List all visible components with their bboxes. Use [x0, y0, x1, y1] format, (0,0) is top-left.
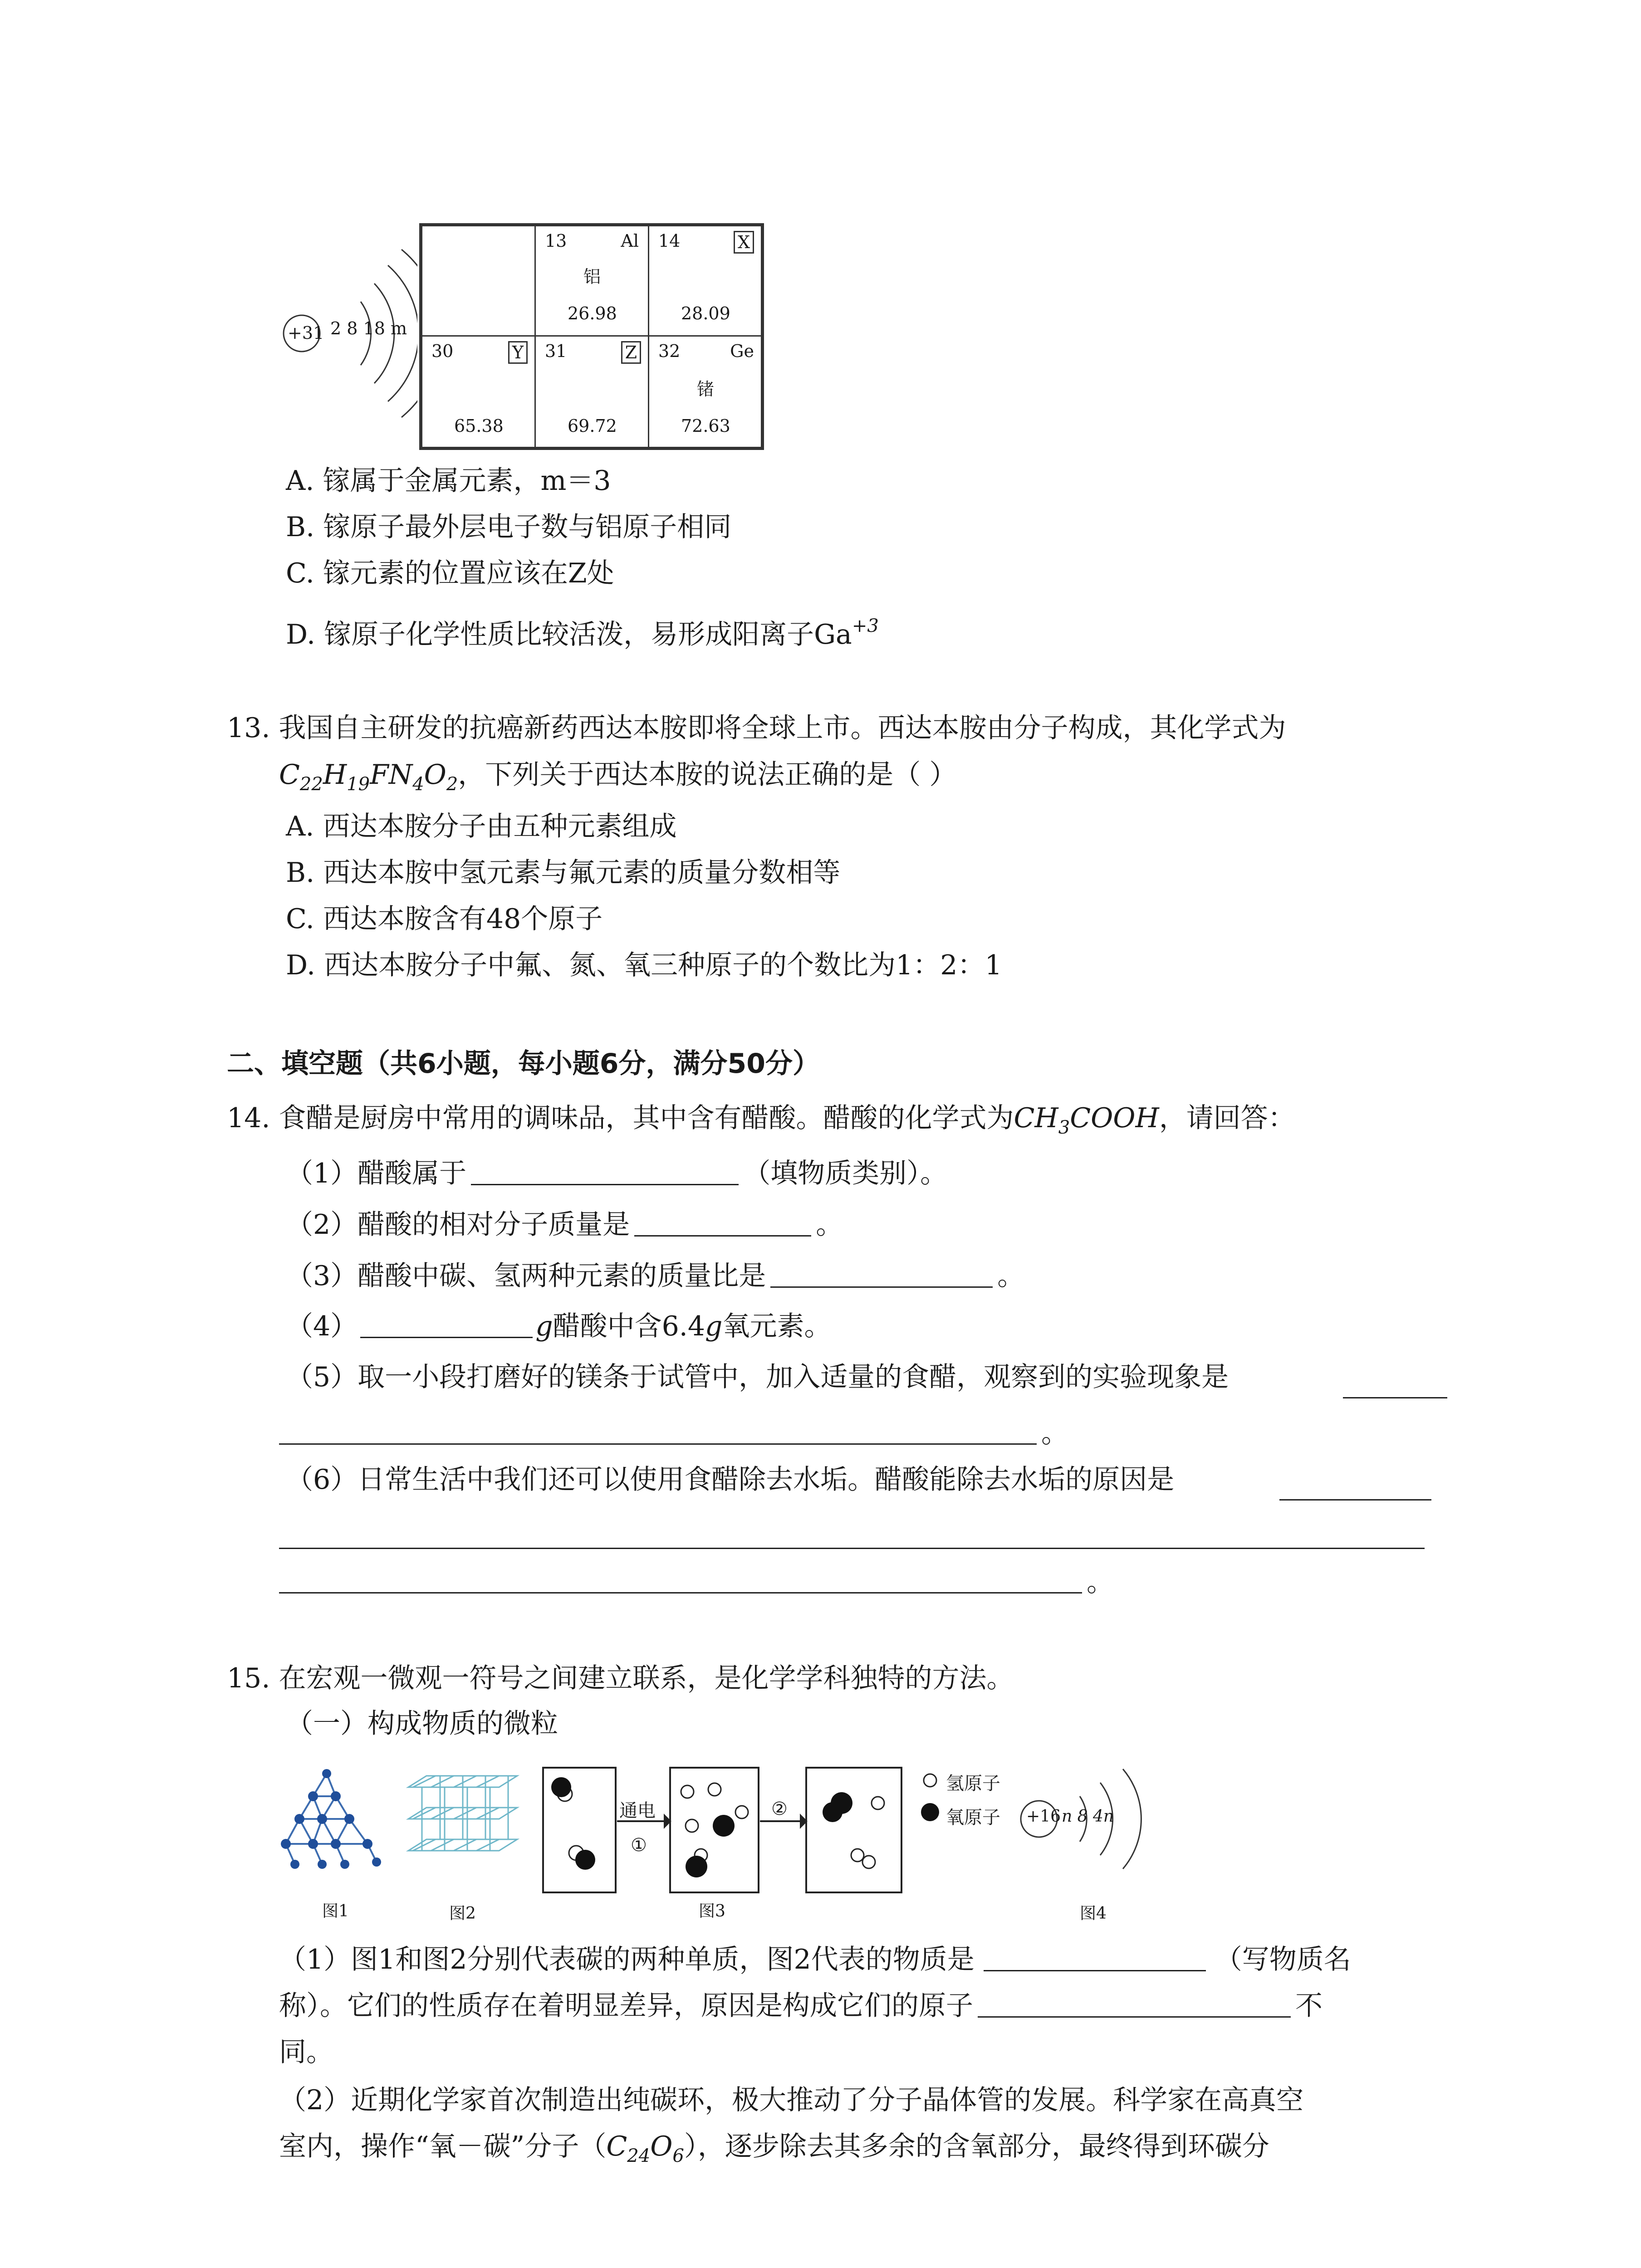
q13-option-c: C. 西达本胺含有48个原子 [286, 903, 603, 935]
q15-part1-line3: 同。 [279, 2036, 333, 2068]
q14-part1: （1）醋酸属于 （填物质类别）。 [286, 1158, 948, 1189]
pt-cell-z [534, 335, 649, 448]
q13-option-d: D. 西达本胺分子中氟、氮、氧三种原子的个数比为1：2：1 [286, 949, 1002, 981]
q14-part3: （3）醋酸中碳、氢两种元素的质量比是 。 [286, 1260, 1025, 1292]
fig3-caption: 图3 [699, 1902, 725, 1921]
answer-blank[interactable] [1279, 1499, 1431, 1501]
answer-blank[interactable] [279, 1548, 1425, 1549]
answer-blank[interactable] [978, 1989, 1291, 2018]
q15-part2-line1: （2）近期化学家首次制造出纯碳环，极大推动了分子晶体管的发展。科学家在高真空 [279, 2084, 1304, 2116]
q15-part1-line2: 称）。它们的性质存在着明显差异，原因是构成它们的原子 不 [279, 1990, 1323, 2022]
pt-cell-al [534, 225, 649, 337]
q12-option-a: A. 镓属于金属元素，m＝3 [286, 465, 611, 497]
q14-part6: （6）日常生活中我们还可以使用食醋除去水垢。醋酸能除去水垢的原因是 [286, 1464, 1175, 1496]
answer-blank[interactable] [360, 1310, 533, 1338]
q13-option-a: A. 西达本胺分子由五种元素组成 [286, 811, 677, 842]
pt-symbol: Z [621, 341, 641, 364]
section-title: 二、填空题（共6小题，每小题6分，满分50分） [227, 1048, 820, 1080]
arrow1-label-bottom: ① [631, 1835, 647, 1856]
q14-part5-end: 。 [1041, 1418, 1068, 1449]
q14-part4: （4） g醋酸中含6.4g氧元素。 [286, 1310, 832, 1342]
atom-shell-label: 2 8 18 m [330, 318, 407, 338]
answer-blank[interactable] [770, 1259, 993, 1288]
q15-part2-line2: 室内，操作“氧－碳”分子$(C_{24}O_6)$，逐步除去其多余的含氧部分，最终得到环碳分 [279, 2131, 1269, 2166]
pt-cell-x [648, 225, 762, 337]
pt-number: 32 [658, 341, 681, 361]
atom4-nucleus: +16 [1026, 1807, 1061, 1826]
pt-name: 铝 [583, 267, 601, 287]
pt-mass: 28.09 [681, 303, 730, 323]
pt-number: 13 [545, 231, 567, 251]
pt-name: 锗 [697, 379, 715, 399]
pt-empty-cell [421, 225, 536, 337]
atom4-shells: n 8 4n [1062, 1807, 1114, 1826]
q13-stem-line1: 13. 我国自主研发的抗癌新药西达本胺即将全球上市。西达本胺由分子构成，其化学式为 [227, 712, 1286, 744]
legend-hydrogen: 氢原子 [946, 1773, 1000, 1794]
q13-option-b: B. 西达本胺中氢元素与氟元素的质量分数相等 [286, 857, 841, 889]
pt-symbol: Ge [730, 341, 754, 361]
answer-blank[interactable] [984, 1943, 1206, 1971]
pt-mass: 69.72 [568, 416, 617, 436]
legend-oxygen: 氧原子 [946, 1807, 1000, 1828]
q15-stem: 15. 在宏观一微观一符号之间建立联系，是化学学科独特的方法。 [227, 1662, 1014, 1694]
q15-subheading: （一）构成物质的微粒 [286, 1708, 558, 1740]
legend-markers [916, 1769, 944, 1823]
pt-symbol: Al [621, 231, 639, 251]
arrow1-label-top: 通电 [619, 1800, 656, 1821]
answer-blank[interactable] [1343, 1397, 1447, 1398]
pt-symbol: X [734, 231, 754, 254]
pt-number: 14 [658, 231, 681, 251]
q14-part5: （5）取一小段打磨好的镁条于试管中，加入适量的食醋，观察到的实验现象是 [286, 1361, 1229, 1393]
q13-stem-line2: $C_{22}H_{19}FN_4O_2$，下列关于西达本胺的说法正确的是（ ） [279, 759, 957, 795]
answer-blank[interactable] [471, 1157, 739, 1185]
pt-cell-ge [648, 335, 762, 448]
pt-mass: 26.98 [568, 303, 617, 323]
diamond-structure-image [277, 1765, 390, 1878]
arrow2-label: ② [771, 1799, 788, 1819]
graphite-structure-image [404, 1769, 522, 1878]
q12-option-d-text: D. 镓原子化学性质比较活泼，易形成阳离子Ga [286, 619, 852, 650]
electrolysis-particle-diagram [542, 1767, 910, 1903]
pt-mass: 72.63 [681, 416, 730, 436]
pt-symbol: Y [508, 341, 528, 364]
answer-blank[interactable] [634, 1208, 811, 1237]
pt-cell-y [421, 335, 536, 448]
fig2-caption: 图2 [449, 1904, 476, 1923]
fig4-caption: 图4 [1080, 1904, 1107, 1923]
fig1-caption: 图1 [322, 1902, 349, 1921]
q14-stem: 14. 食醋是厨房中常用的调味品，其中含有醋酸。醋酸的化学式为$CH_3COOH$，请回答： [227, 1102, 1295, 1138]
atom-nucleus-label: +31 [288, 323, 324, 343]
answer-blank[interactable] [279, 1592, 1082, 1593]
q12-option-d [286, 608, 879, 653]
q14-part6-end: 。 [1087, 1566, 1114, 1598]
q12-option-c: C. 镓元素的位置应该在Z处 [286, 557, 614, 589]
answer-blank[interactable] [279, 1443, 1037, 1445]
periodic-table-fragment [419, 223, 764, 450]
pt-number: 30 [431, 341, 454, 361]
q14-part2: （2）醋酸的相对分子质量是 。 [286, 1209, 843, 1241]
q15-part1-line1: （1）图1和图2分别代表碳的两种单质，图2代表的物质是 （写物质名 [279, 1944, 1351, 1975]
q12-option-d-charge: +3 [852, 616, 879, 636]
q12-option-b: B. 镓原子最外层电子数与铝原子相同 [286, 511, 732, 543]
pt-mass: 65.38 [454, 416, 504, 436]
pt-number: 31 [545, 341, 567, 361]
